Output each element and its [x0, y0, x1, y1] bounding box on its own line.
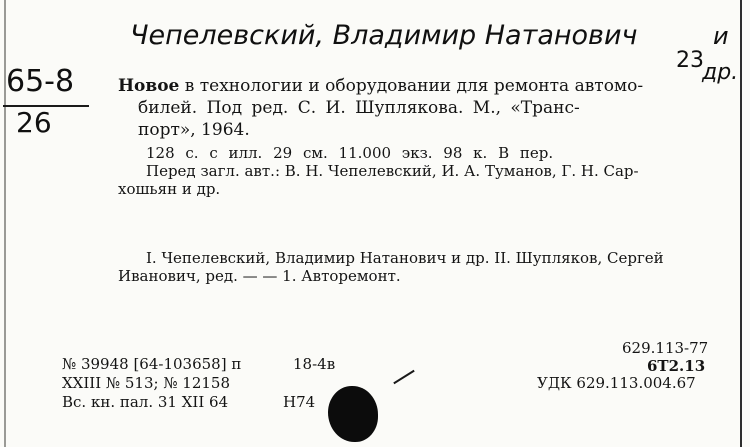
footer-code: 18-4в	[293, 355, 336, 373]
classification-2: 6Т2.13	[647, 357, 706, 375]
shelfmark-top: 65-8	[6, 64, 75, 99]
physical-description: 128 с. с илл. 29 см. 11.000 экз. 98 к. В пер.	[146, 144, 554, 162]
footer-stamp-code: Н74	[283, 393, 316, 411]
ink-blot	[328, 386, 378, 442]
entry-title-line-1	[118, 76, 643, 96]
handwritten-suffix-abbr: др.	[702, 60, 739, 85]
entry-title-line-2: билей. Под ред. С. И. Шуплякова. М., «Транс-	[138, 98, 580, 118]
udc-code: УДК 629.113.004.67	[537, 374, 696, 392]
authors-note-line-2: хошьян и др.	[118, 180, 221, 198]
handwritten-suffix: и	[713, 22, 729, 50]
footer-registry-number: № 39948 [64-103658] п	[62, 355, 242, 373]
footer-chamber-line: Вс. кн. пал. 31 XII 64	[62, 393, 229, 411]
handwritten-author-name: Чепелевский, Владимир Натанович	[130, 20, 638, 51]
handwritten-number: 23	[676, 48, 704, 73]
entry-title-rest: в технологии и оборудовании для ремонта автомо-	[184, 76, 644, 96]
tracing-line-1: I. Чепелевский, Владимир Натанович и др. II. Шупляков, Сергей	[146, 249, 664, 267]
tracing-line-2: Иванович, ред. — — 1. Авторемонт.	[118, 267, 401, 285]
entry-title-line-3: порт», 1964.	[138, 120, 250, 140]
entry-title-bold: Новое	[118, 76, 180, 96]
authors-note-line-1: Перед загл. авт.: В. Н. Чепелевский, И. А. Туманов, Г. Н. Сар-	[146, 162, 639, 180]
shelfmark-bottom: 26	[16, 106, 52, 139]
classification-1: 629.113-77	[622, 339, 709, 357]
pen-mark	[393, 370, 414, 384]
card-right-edge	[740, 0, 742, 447]
footer-xxiii-line: XXIII № 513; № 12158	[62, 374, 230, 392]
